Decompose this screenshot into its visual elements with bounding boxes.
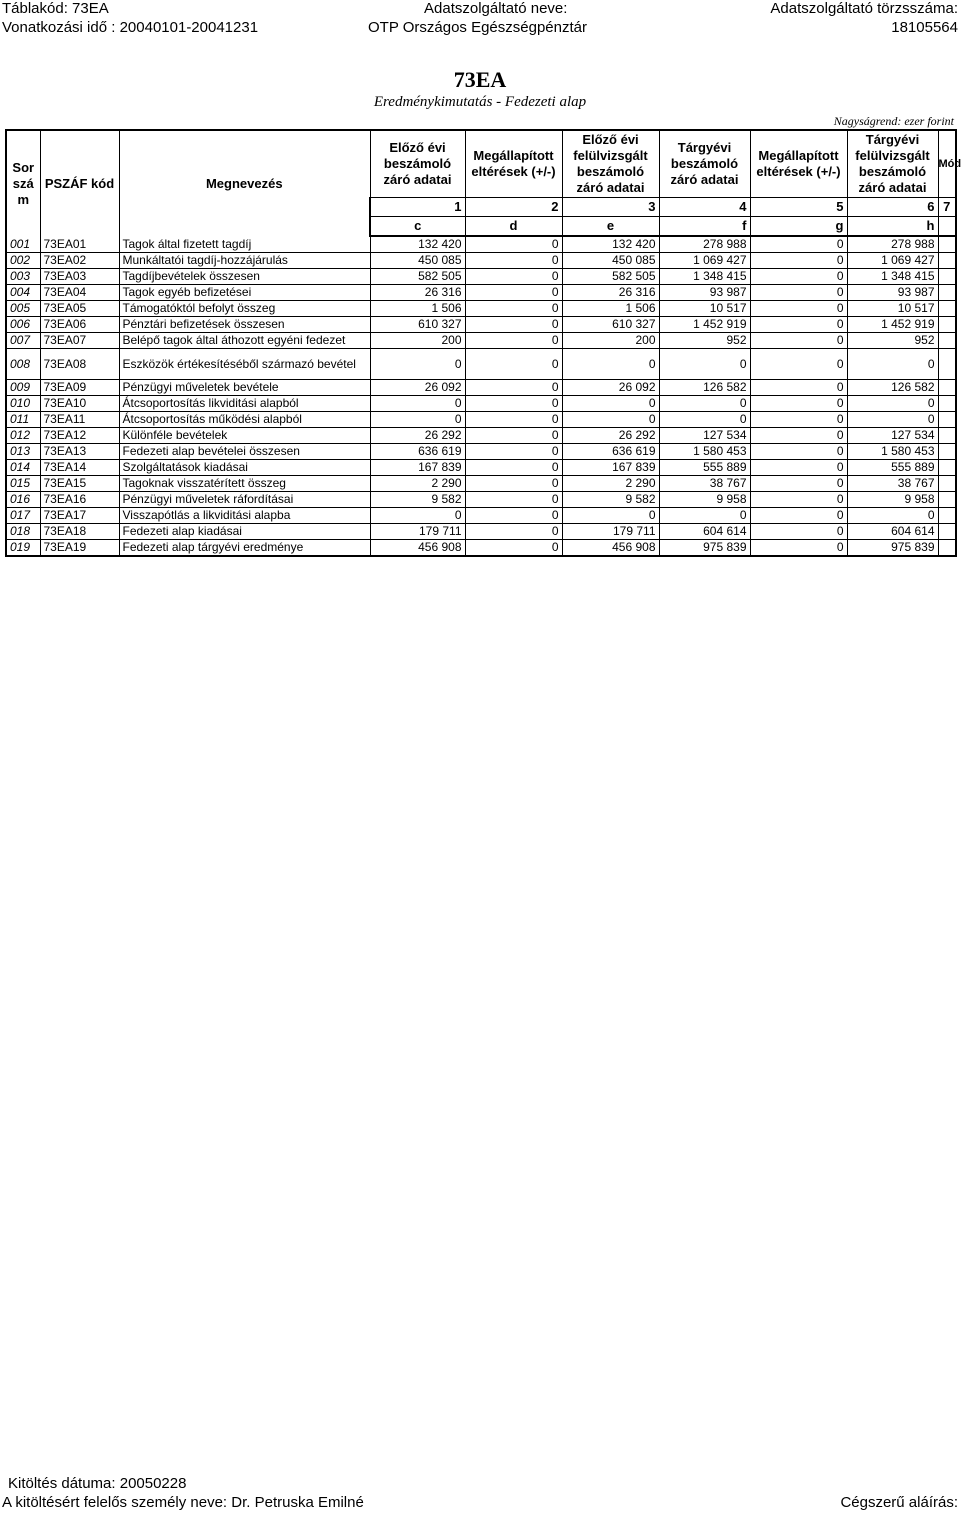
row-code: 73EA03: [40, 269, 119, 285]
row-value-6: 127 534: [847, 428, 938, 444]
row-value-5: 0: [750, 285, 847, 301]
header-row: [6, 130, 956, 198]
page-subtitle: Eredménykimutatás - Fedezeti alap: [373, 94, 587, 110]
row-mod: [938, 508, 956, 524]
row-mod: [938, 492, 956, 508]
row-value-6: 0: [847, 396, 938, 412]
row-value-2: 0: [465, 476, 562, 492]
row-value-6: 0: [847, 349, 938, 380]
row-value-1: 1 506: [370, 301, 465, 317]
row-value-3: 26 316: [562, 285, 659, 301]
row-value-5: 0: [750, 444, 847, 460]
row-value-3: 0: [562, 412, 659, 428]
row-value-5: 0: [750, 476, 847, 492]
row-number: 011: [6, 412, 40, 428]
row-value-1: 0: [370, 349, 465, 380]
row-value-6: 1 348 415: [847, 269, 938, 285]
row-name: Átcsoportosítás működési alapból: [119, 412, 370, 428]
row-code: 73EA01: [40, 236, 119, 253]
signature-label: Cégszerű aláírás:: [840, 1494, 958, 1511]
row-value-5: 0: [750, 301, 847, 317]
row-name: Szolgáltatások kiadásai: [119, 460, 370, 476]
row-number: 016: [6, 492, 40, 508]
table-row: [6, 349, 956, 380]
row-value-3: 1 506: [562, 301, 659, 317]
row-mod: [938, 476, 956, 492]
row-value-2: 0: [465, 412, 562, 428]
row-value-3: 582 505: [562, 269, 659, 285]
row-value-1: 456 908: [370, 540, 465, 557]
col-letter-e: e: [562, 217, 659, 237]
row-value-2: 0: [465, 333, 562, 349]
row-number: 003: [6, 269, 40, 285]
col-letter-g: g: [750, 217, 847, 237]
row-name: Belépő tagok által áthozott egyéni fedezet: [119, 333, 370, 349]
row-code: 73EA15: [40, 476, 119, 492]
row-mod: [938, 317, 956, 333]
row-value-2: 0: [465, 524, 562, 540]
row-value-4: 9 958: [659, 492, 750, 508]
col-pszaf: PSZÁF kód: [40, 130, 119, 236]
row-number: 008: [6, 349, 40, 380]
row-mod: [938, 333, 956, 349]
row-value-4: 278 988: [659, 236, 750, 253]
row-number: 018: [6, 524, 40, 540]
row-value-2: 0: [465, 269, 562, 285]
row-value-5: 0: [750, 492, 847, 508]
responsible-person: A kitöltésért felelős személy neve: Dr. Petruska Emilné: [2, 1494, 364, 1511]
row-value-2: 0: [465, 428, 562, 444]
row-value-1: 0: [370, 508, 465, 524]
row-value-5: 0: [750, 333, 847, 349]
provider-name-label: Adatszolgáltató neve:: [424, 0, 568, 17]
row-value-1: 26 316: [370, 285, 465, 301]
row-value-6: 10 517: [847, 301, 938, 317]
row-value-4: 0: [659, 396, 750, 412]
row-mod: [938, 269, 956, 285]
row-value-2: 0: [465, 380, 562, 396]
row-name: Pénzügyi műveletek bevétele: [119, 380, 370, 396]
row-number: 009: [6, 380, 40, 396]
row-mod: [938, 301, 956, 317]
fill-date: Kitöltés dátuma: 20050228: [8, 1475, 187, 1492]
row-code: 73EA11: [40, 412, 119, 428]
table-row: [6, 460, 956, 476]
table-row: [6, 269, 956, 285]
footer-line-2: [0, 1494, 960, 1514]
row-value-1: 2 290: [370, 476, 465, 492]
col-letter-f: f: [659, 217, 750, 237]
col-number-3: 3: [562, 198, 659, 217]
row-code: 73EA18: [40, 524, 119, 540]
row-value-6: 1 069 427: [847, 253, 938, 269]
row-code: 73EA17: [40, 508, 119, 524]
table-row: [6, 380, 956, 396]
row-value-4: 1 452 919: [659, 317, 750, 333]
table-row: [6, 412, 956, 428]
row-value-5: 0: [750, 269, 847, 285]
table-row: [6, 428, 956, 444]
row-number: 002: [6, 253, 40, 269]
row-value-5: 0: [750, 396, 847, 412]
row-mod: [938, 412, 956, 428]
row-value-3: 450 085: [562, 253, 659, 269]
page-title: 73EA: [453, 67, 507, 92]
row-value-5: 0: [750, 524, 847, 540]
row-value-5: 0: [750, 460, 847, 476]
row-name: Munkáltatói tagdíj-hozzájárulás: [119, 253, 370, 269]
row-value-6: 952: [847, 333, 938, 349]
row-mod: [938, 285, 956, 301]
row-name: Fedezeti alap tárgyévi eredménye: [119, 540, 370, 557]
row-value-4: 1 069 427: [659, 253, 750, 269]
row-value-3: 26 292: [562, 428, 659, 444]
col-sorszam: Sorszám: [6, 130, 40, 236]
row-number: 013: [6, 444, 40, 460]
col-c3: Előző évi felülvizsgált beszámoló záró adatai: [562, 130, 659, 198]
row-value-1: 582 505: [370, 269, 465, 285]
row-value-4: 38 767: [659, 476, 750, 492]
row-name: Visszapótlás a likviditási alapba: [119, 508, 370, 524]
row-value-6: 278 988: [847, 236, 938, 253]
table-row: [6, 476, 956, 492]
row-name: Fedezeti alap bevételei összesen: [119, 444, 370, 460]
row-value-2: 0: [465, 492, 562, 508]
row-value-1: 26 292: [370, 428, 465, 444]
row-mod: [938, 236, 956, 253]
row-value-4: 0: [659, 349, 750, 380]
row-value-3: 0: [562, 396, 659, 412]
row-code: 73EA07: [40, 333, 119, 349]
col-number-1: 1: [370, 198, 465, 217]
row-value-4: 10 517: [659, 301, 750, 317]
row-number: 004: [6, 285, 40, 301]
col-number-5: 5: [750, 198, 847, 217]
row-value-6: 975 839: [847, 540, 938, 557]
col-number-7: 7: [938, 198, 956, 217]
row-value-1: 26 092: [370, 380, 465, 396]
row-value-5: 0: [750, 540, 847, 557]
row-mod: [938, 253, 956, 269]
row-value-1: 0: [370, 396, 465, 412]
col-c6: Tárgyévi felülvizsgált beszámoló záró adatai: [847, 130, 938, 198]
row-value-3: 456 908: [562, 540, 659, 557]
row-value-3: 26 092: [562, 380, 659, 396]
table-row: [6, 333, 956, 349]
footer-line-1: [0, 1475, 960, 1495]
row-name: Támogatóktól befolyt összeg: [119, 301, 370, 317]
row-name: Pénzügyi műveletek ráfordításai: [119, 492, 370, 508]
row-code: 73EA13: [40, 444, 119, 460]
row-value-3: 179 711: [562, 524, 659, 540]
row-value-5: 0: [750, 253, 847, 269]
table-row: [6, 236, 956, 253]
row-value-2: 0: [465, 236, 562, 253]
row-mod: [938, 428, 956, 444]
row-value-2: 0: [465, 253, 562, 269]
row-name: Eszközök értékesítéséből származó bevétel: [119, 349, 370, 380]
row-value-3: 167 839: [562, 460, 659, 476]
row-name: Tagok által fizetett tagdíj: [119, 236, 370, 253]
row-value-4: 93 987: [659, 285, 750, 301]
row-name: Különféle bevételek: [119, 428, 370, 444]
table-code: Táblakód: 73EA: [2, 0, 109, 17]
row-value-6: 0: [847, 508, 938, 524]
row-mod: [938, 396, 956, 412]
row-number: 017: [6, 508, 40, 524]
row-name: Fedezeti alap kiadásai: [119, 524, 370, 540]
table-row: [6, 492, 956, 508]
table-row: [6, 540, 956, 557]
row-value-4: 1 580 453: [659, 444, 750, 460]
row-code: 73EA12: [40, 428, 119, 444]
row-value-6: 0: [847, 412, 938, 428]
row-value-1: 200: [370, 333, 465, 349]
row-value-3: 610 327: [562, 317, 659, 333]
row-mod: [938, 380, 956, 396]
row-value-2: 0: [465, 540, 562, 557]
row-value-3: 2 290: [562, 476, 659, 492]
table-row: [6, 301, 956, 317]
row-value-6: 555 889: [847, 460, 938, 476]
unit-note: Nagyságrend: ezer forint: [833, 114, 954, 128]
row-name: Átcsoportosítás likviditási alapból: [119, 396, 370, 412]
row-value-1: 179 711: [370, 524, 465, 540]
row-code: 73EA08: [40, 349, 119, 380]
row-value-5: 0: [750, 349, 847, 380]
row-number: 012: [6, 428, 40, 444]
col-c5: Megállapított eltérések (+/-): [750, 130, 847, 198]
row-value-4: 0: [659, 508, 750, 524]
row-value-2: 0: [465, 301, 562, 317]
row-value-4: 555 889: [659, 460, 750, 476]
row-number: 001: [6, 236, 40, 253]
row-code: 73EA09: [40, 380, 119, 396]
row-value-5: 0: [750, 236, 847, 253]
provider-name: OTP Országos Egészségpénztár: [368, 19, 587, 36]
col-name: Megnevezés: [119, 130, 370, 236]
row-number: 010: [6, 396, 40, 412]
row-value-6: 93 987: [847, 285, 938, 301]
row-value-6: 1 580 453: [847, 444, 938, 460]
row-value-4: 1 348 415: [659, 269, 750, 285]
table-row: [6, 285, 956, 301]
col-letter-h: h: [847, 217, 938, 237]
row-name: Tagdíjbevételek összesen: [119, 269, 370, 285]
row-number: 007: [6, 333, 40, 349]
table-row: [6, 317, 956, 333]
row-value-1: 167 839: [370, 460, 465, 476]
row-value-4: 0: [659, 412, 750, 428]
row-value-4: 975 839: [659, 540, 750, 557]
row-code: 73EA04: [40, 285, 119, 301]
row-value-2: 0: [465, 285, 562, 301]
row-number: 005: [6, 301, 40, 317]
row-code: 73EA14: [40, 460, 119, 476]
col-number-6: 6: [847, 198, 938, 217]
row-number: 014: [6, 460, 40, 476]
row-value-1: 610 327: [370, 317, 465, 333]
row-value-5: 0: [750, 508, 847, 524]
row-value-3: 0: [562, 508, 659, 524]
provider-id: 18105564: [891, 19, 958, 36]
row-mod: [938, 349, 956, 380]
row-name: Tagok egyéb befizetései: [119, 285, 370, 301]
row-value-4: 952: [659, 333, 750, 349]
row-value-6: 126 582: [847, 380, 938, 396]
row-value-4: 126 582: [659, 380, 750, 396]
row-code: 73EA16: [40, 492, 119, 508]
row-value-1: 450 085: [370, 253, 465, 269]
row-value-4: 127 534: [659, 428, 750, 444]
row-value-3: 132 420: [562, 236, 659, 253]
col-number-2: 2: [465, 198, 562, 217]
row-mod: [938, 444, 956, 460]
row-mod: [938, 524, 956, 540]
report-table: [5, 129, 961, 557]
row-value-5: 0: [750, 412, 847, 428]
col-letter-c: c: [370, 217, 465, 237]
row-value-1: 636 619: [370, 444, 465, 460]
row-value-4: 604 614: [659, 524, 750, 540]
row-value-5: 0: [750, 317, 847, 333]
provider-id-label: Adatszolgáltató törzsszáma:: [770, 0, 958, 17]
col-c1: Előző évi beszámoló záró adatai: [370, 130, 465, 198]
row-value-6: 1 452 919: [847, 317, 938, 333]
col-c4: Tárgyévi beszámoló záró adatai: [659, 130, 750, 198]
row-value-1: 0: [370, 412, 465, 428]
row-name: Pénztári befizetések összesen: [119, 317, 370, 333]
row-code: 73EA10: [40, 396, 119, 412]
row-number: 006: [6, 317, 40, 333]
table-row: [6, 396, 956, 412]
table-row: [6, 508, 956, 524]
row-value-2: 0: [465, 349, 562, 380]
col-number-4: 4: [659, 198, 750, 217]
row-value-1: 132 420: [370, 236, 465, 253]
row-value-5: 0: [750, 380, 847, 396]
row-value-3: 636 619: [562, 444, 659, 460]
row-value-1: 9 582: [370, 492, 465, 508]
row-number: 015: [6, 476, 40, 492]
row-value-6: 38 767: [847, 476, 938, 492]
table-row: [6, 444, 956, 460]
row-value-3: 0: [562, 349, 659, 380]
period: Vonatkozási idő : 20040101-20041231: [2, 19, 259, 36]
row-code: 73EA05: [40, 301, 119, 317]
table-row: [6, 524, 956, 540]
col-mod: Mód: [938, 130, 956, 198]
row-value-2: 0: [465, 508, 562, 524]
row-number: 019: [6, 540, 40, 557]
header-line-1: [0, 0, 960, 20]
row-name: Tagoknak visszatérített összeg: [119, 476, 370, 492]
row-value-2: 0: [465, 444, 562, 460]
row-value-2: 0: [465, 317, 562, 333]
row-code: 73EA02: [40, 253, 119, 269]
col-c2: Megállapított eltérések (+/-): [465, 130, 562, 198]
col-letter-d: d: [465, 217, 562, 237]
col-letter-mod: [938, 217, 956, 237]
row-value-3: 200: [562, 333, 659, 349]
row-value-2: 0: [465, 460, 562, 476]
row-code: 73EA06: [40, 317, 119, 333]
row-mod: [938, 460, 956, 476]
row-code: 73EA19: [40, 540, 119, 557]
row-value-5: 0: [750, 428, 847, 444]
row-value-6: 604 614: [847, 524, 938, 540]
row-value-3: 9 582: [562, 492, 659, 508]
row-mod: [938, 540, 956, 557]
row-value-2: 0: [465, 396, 562, 412]
table-row: [6, 253, 956, 269]
header-line-2: [0, 19, 960, 39]
row-value-6: 9 958: [847, 492, 938, 508]
